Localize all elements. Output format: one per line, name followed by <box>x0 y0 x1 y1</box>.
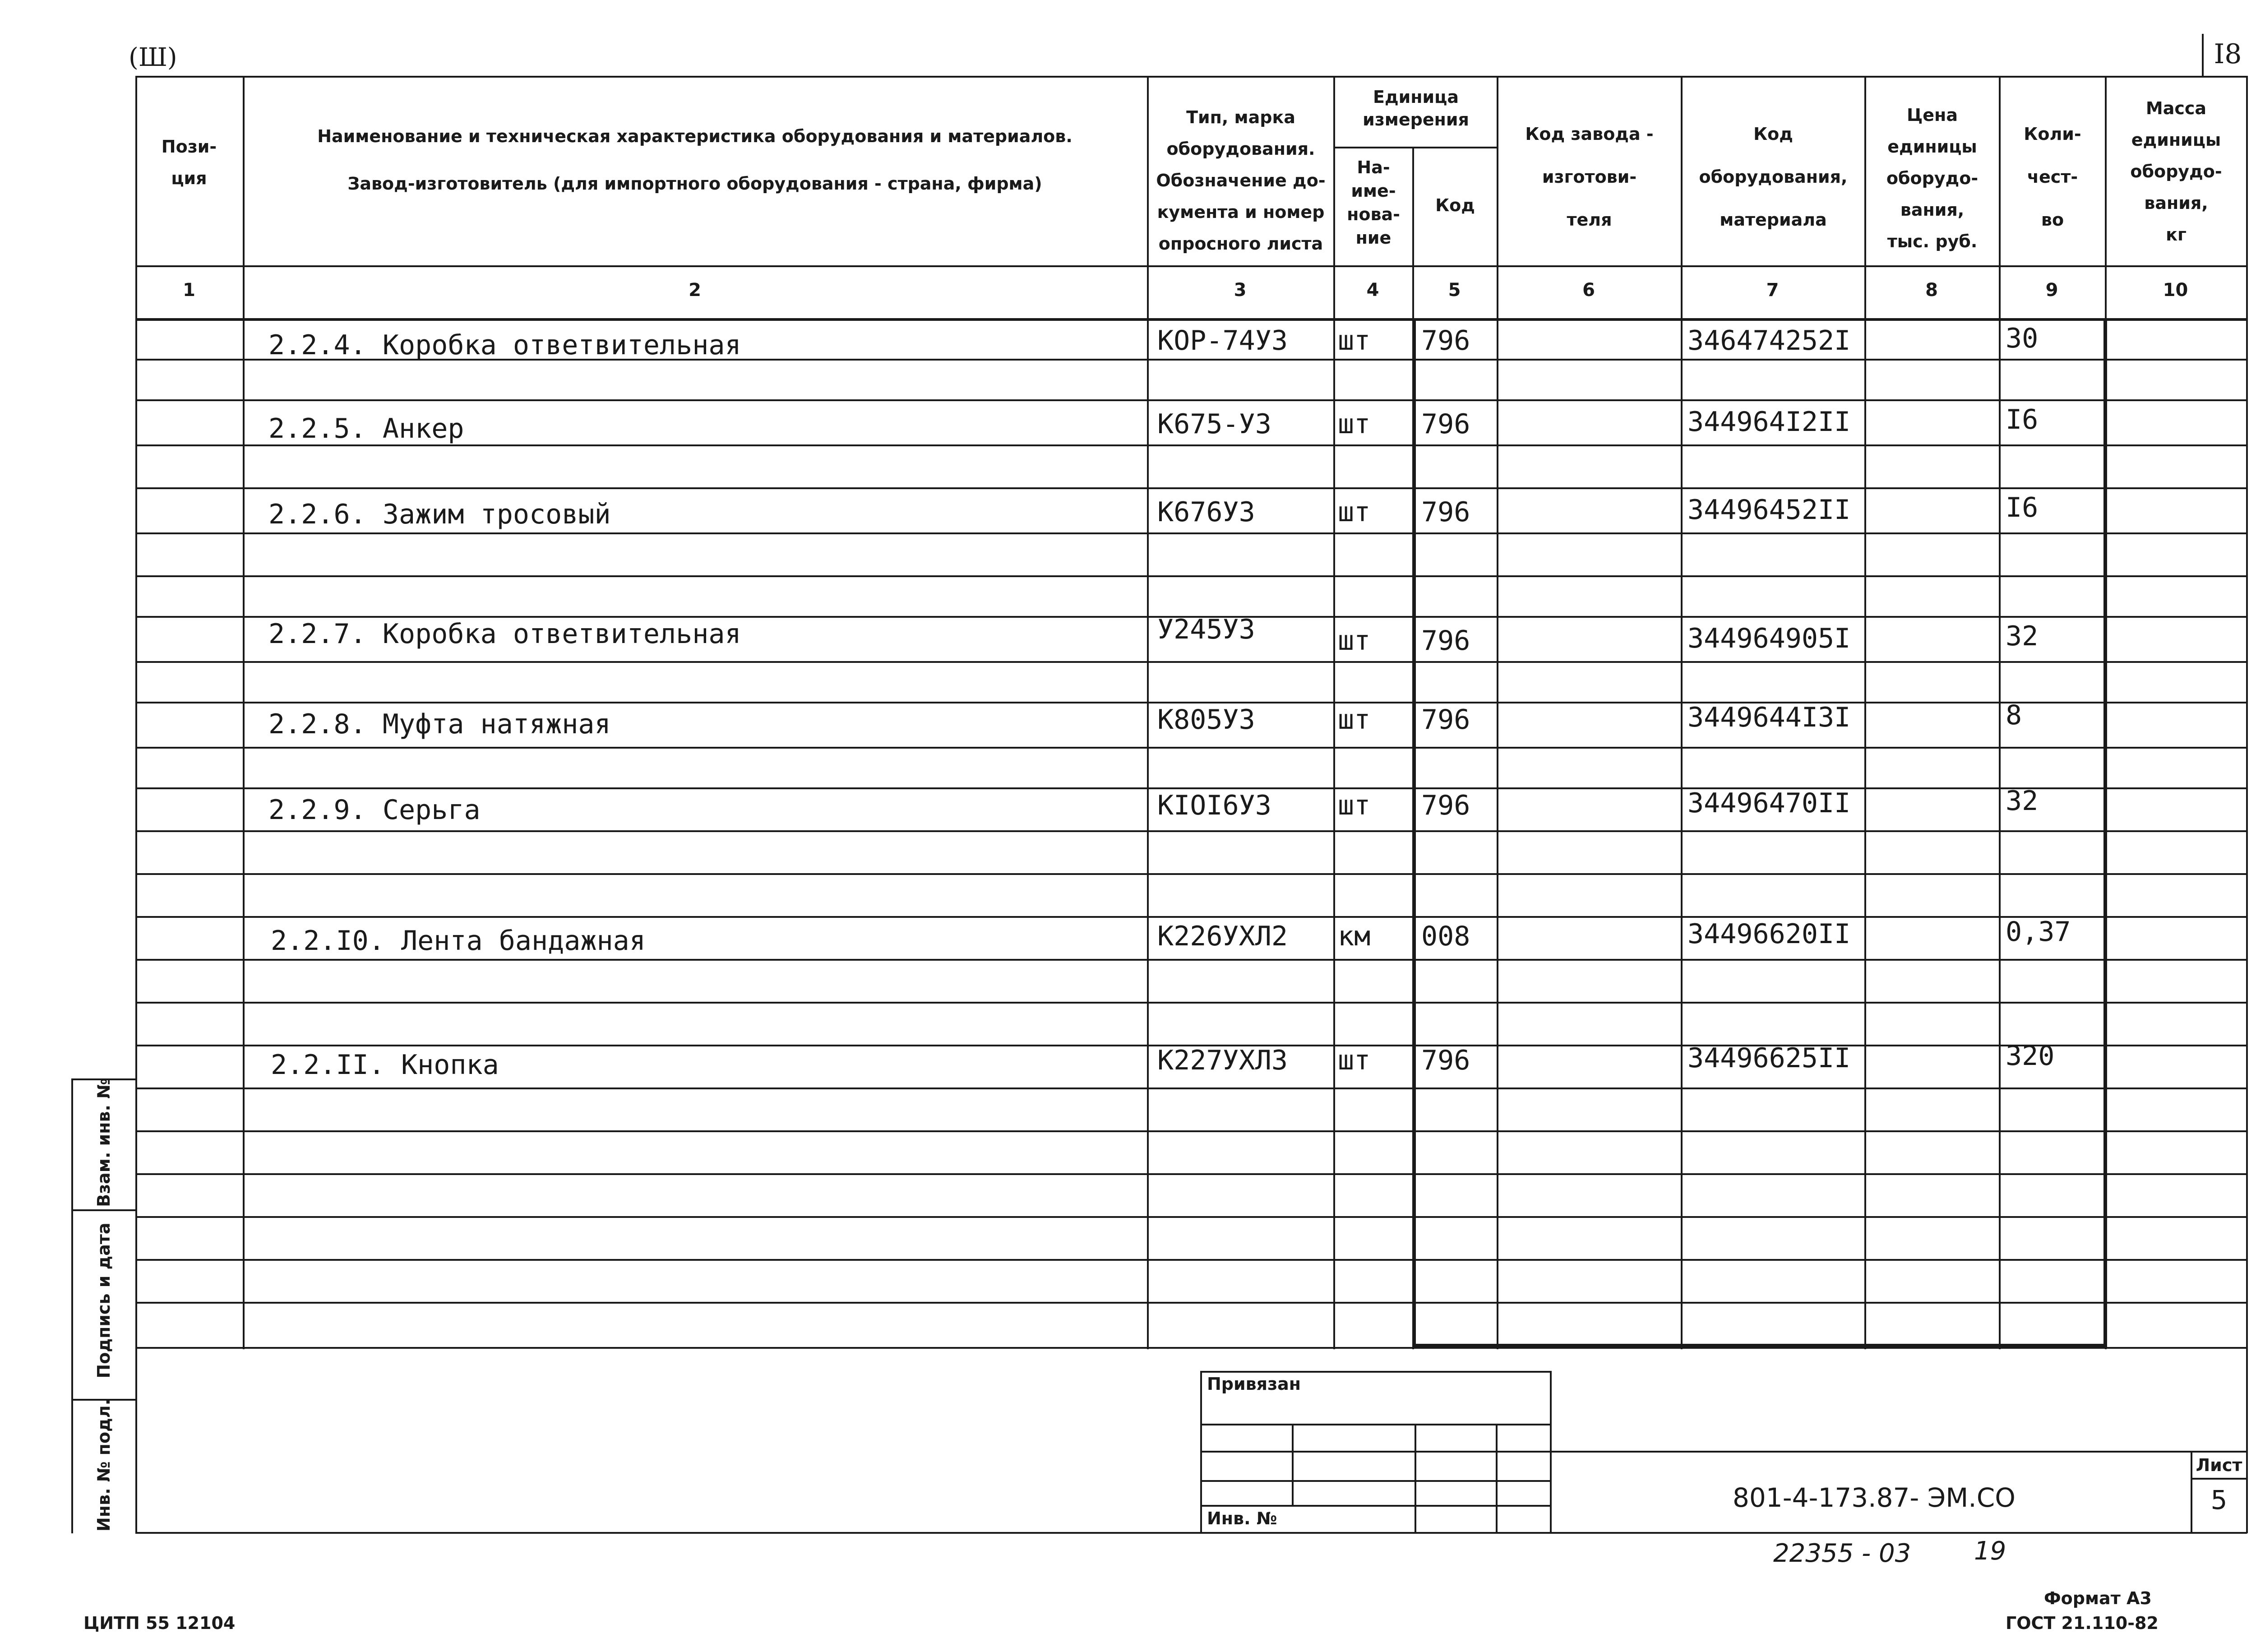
item-quantity: 320 <box>2006 1040 2055 1072</box>
item-name: 2.2.7. Коробка ответвительная <box>268 618 741 650</box>
document-code: 801-4-173.87- ЭМ.СО <box>1733 1482 2016 1513</box>
item-name: 2.2.8. Муфта натяжная <box>268 708 611 740</box>
item-quantity: 32 <box>2006 785 2039 817</box>
item-unit-code: 008 <box>1421 921 1470 952</box>
item-unit: шт <box>1338 1045 1371 1076</box>
item-unit: шт <box>1338 408 1371 440</box>
header-position: Пози- ция <box>161 137 217 188</box>
col-number-7: 7 <box>1766 280 1779 301</box>
col-number-10: 10 <box>2163 280 2188 301</box>
header-mass: Масса единицы оборудо- вания, кг <box>2130 98 2222 245</box>
item-material-code: 344964905I <box>1687 623 1851 654</box>
header-factory-code: Код завода - изготови- теля <box>1525 124 1654 230</box>
col-number-9: 9 <box>2045 280 2058 301</box>
item-type: КIOI6У3 <box>1157 790 1271 821</box>
item-quantity: 32 <box>2006 620 2039 652</box>
item-type: К226УХЛ2 <box>1157 921 1288 952</box>
header-unit-name: На- име- нова- ние <box>1347 157 1400 248</box>
item-unit-code: 796 <box>1421 496 1470 528</box>
item-name: 2.2.5. Анкер <box>268 413 464 444</box>
gost-label: ГОСТ 21.110-82 <box>2006 1613 2159 1633</box>
item-material-code: 34496625II <box>1687 1042 1851 1074</box>
col-number-8: 8 <box>1925 280 1938 301</box>
stamp-privyazan: Привязан <box>1207 1374 1301 1394</box>
item-type: К805У3 <box>1157 704 1255 736</box>
item-unit-code: 796 <box>1421 625 1470 657</box>
item-name: 2.2.I0. Лента бандажная <box>271 925 646 957</box>
item-name: 2.2.4. Коробка ответвительная <box>268 329 741 361</box>
item-type: К676У3 <box>1157 496 1255 528</box>
header-unit-code: Код <box>1435 195 1475 215</box>
item-quantity: 0,37 <box>2006 916 2071 948</box>
item-name: 2.2.6. Зажим тросовый <box>268 499 611 530</box>
item-material-code: 3449644I3I <box>1687 702 1851 733</box>
handwritten-page: 19 <box>1974 1536 2006 1566</box>
item-material-code: 346474252I <box>1687 325 1851 356</box>
side-label-podpis-data: Подпись и дата <box>94 1222 114 1379</box>
header-material-code: Код оборудования, материала <box>1699 124 1848 230</box>
item-unit-code: 796 <box>1421 1045 1470 1076</box>
item-material-code: 34496470II <box>1687 787 1851 819</box>
sheet-top-number: I8 <box>2214 38 2242 70</box>
item-quantity: I6 <box>2006 404 2039 435</box>
col-number-2: 2 <box>689 280 701 301</box>
handwritten-number: 22355 - 03 <box>1773 1539 1911 1568</box>
header-name-line2: Завод-изготовитель (для импортного оборудования - страна, фирма) <box>347 174 1042 194</box>
item-unit-code: 796 <box>1421 325 1470 356</box>
stamp-inv-no: Инв. № <box>1207 1509 1277 1528</box>
item-unit: шт <box>1338 704 1371 736</box>
format-label: Формат А3 <box>2044 1588 2152 1608</box>
item-unit-code: 796 <box>1421 704 1470 736</box>
ctp-label: ЦИТП 55 12104 <box>83 1613 236 1633</box>
item-quantity: 30 <box>2006 323 2039 354</box>
item-type: КОР-74У3 <box>1157 325 1288 356</box>
header-type: Тип, марка оборудования. Обозначение до- кумента и номер опросного листа <box>1156 107 1326 254</box>
item-unit-code: 796 <box>1421 790 1470 821</box>
item-unit: шт <box>1338 325 1371 356</box>
item-type: К675-У3 <box>1157 408 1271 440</box>
item-unit: шт <box>1338 496 1371 528</box>
item-type: К227УХЛ3 <box>1157 1045 1288 1076</box>
header-price: Цена единицы оборудо- вания, тыс. руб. <box>1886 105 1979 251</box>
header-name-line1: Наименование и техническая характеристика оборудования и материалов. <box>317 126 1073 146</box>
header-unit-group: Единица измерения <box>1363 87 1469 130</box>
item-unit: шт <box>1338 625 1371 657</box>
col-number-1: 1 <box>183 280 195 301</box>
item-material-code: 344964I2II <box>1687 406 1851 438</box>
corner-mark: (Ш) <box>129 43 177 72</box>
sheet-number: 5 <box>2210 1485 2228 1515</box>
item-unit: шт <box>1338 790 1371 821</box>
item-type: У245У3 <box>1157 614 1255 645</box>
side-label-vzam-inv: Взам. инв. № <box>94 1078 114 1207</box>
sheet-label: Лист <box>2196 1455 2242 1475</box>
item-quantity: 8 <box>2006 699 2022 731</box>
item-unit-code: 796 <box>1421 408 1470 440</box>
item-unit: км <box>1338 921 1371 952</box>
item-material-code: 34496452II <box>1687 494 1851 526</box>
header-quantity: Коли- чест- во <box>2024 124 2081 230</box>
side-label-inv-podl: Инв. № подл. <box>94 1398 114 1532</box>
item-name: 2.2.II. Кнопка <box>271 1049 499 1081</box>
col-number-6: 6 <box>1582 280 1595 301</box>
item-quantity: I6 <box>2006 492 2039 523</box>
col-number-3: 3 <box>1234 280 1247 301</box>
col-number-4: 4 <box>1366 280 1379 301</box>
item-name: 2.2.9. Серьга <box>268 794 481 826</box>
item-material-code: 34496620II <box>1687 918 1851 950</box>
col-number-5: 5 <box>1448 280 1461 301</box>
